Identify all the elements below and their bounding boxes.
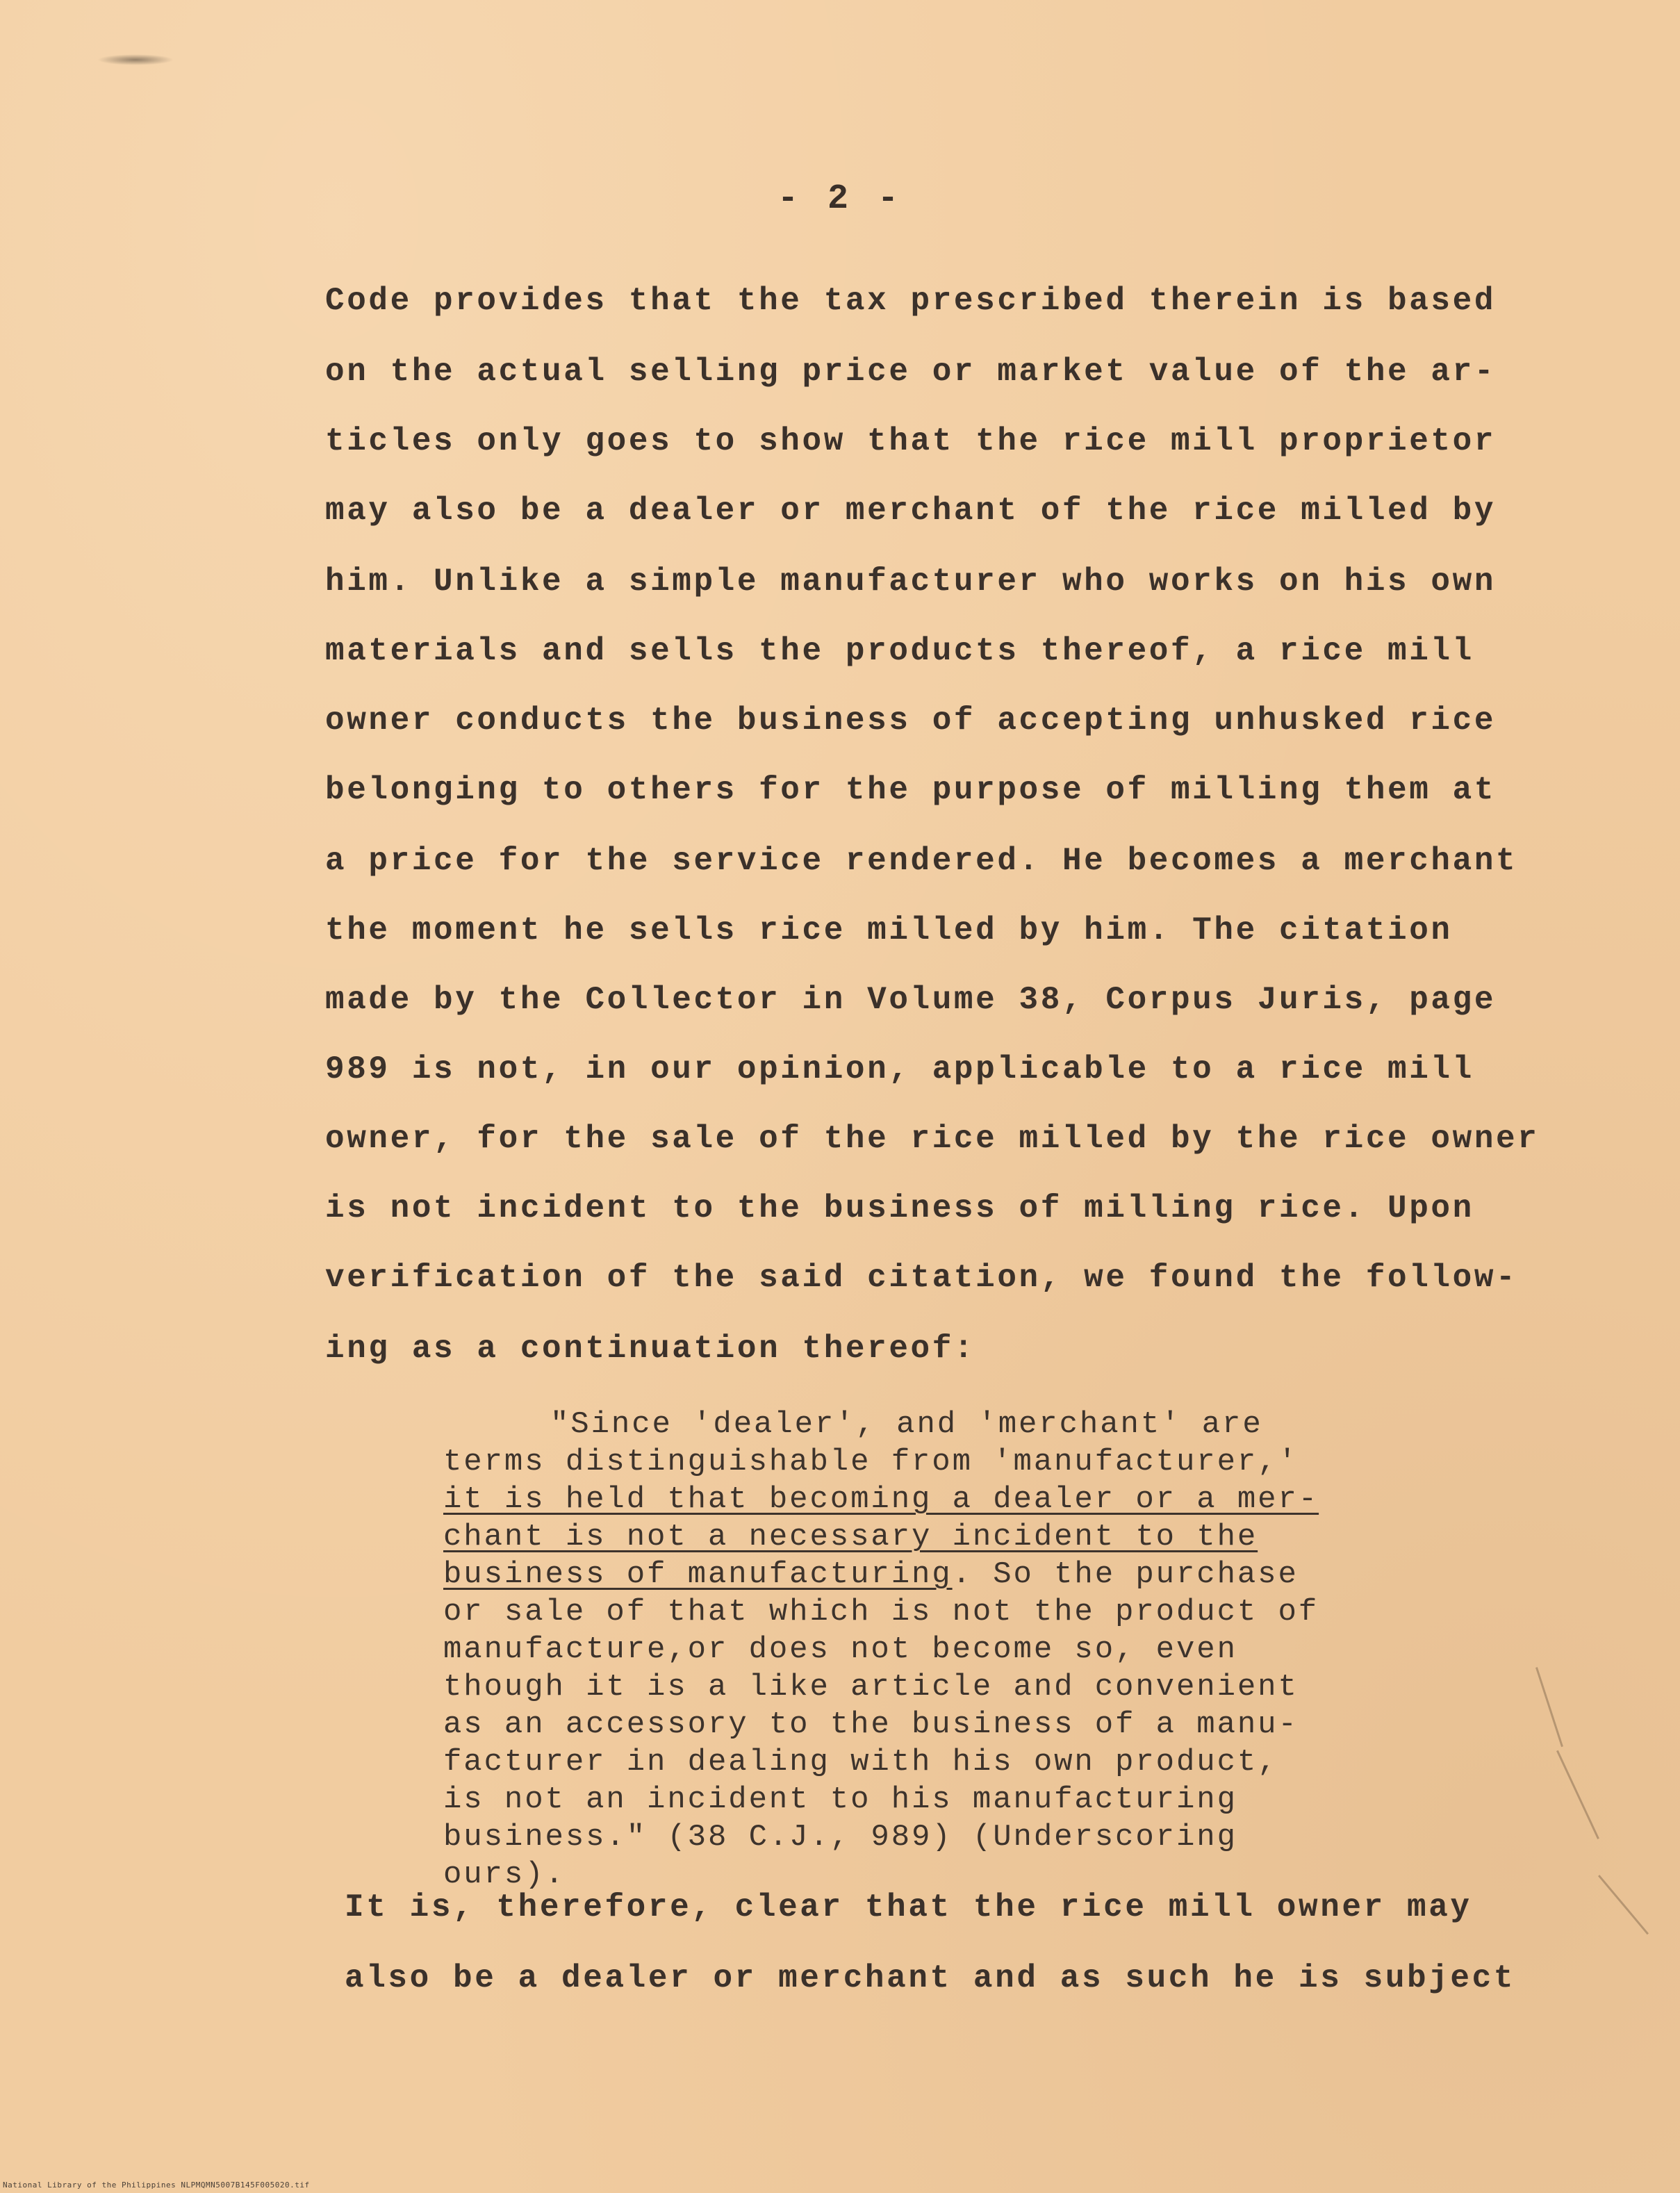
quote-line-underlined: chant is not a necessary incident to the bbox=[443, 1520, 1258, 1554]
body-line: owner conducts the business of accepting unhusked rice bbox=[325, 703, 1497, 739]
paper-edge-mark bbox=[1535, 1667, 1563, 1747]
body-line: owner, for the sale of the rice milled by the rice owner bbox=[325, 1121, 1540, 1157]
page-number: - 2 - bbox=[777, 179, 903, 219]
quote-line: or sale of that which is not the product of bbox=[443, 1595, 1319, 1629]
ink-smudge bbox=[97, 54, 174, 65]
quote-line bbox=[443, 1559, 1299, 1590]
body-line: Code provides that the tax prescribed therein is based bbox=[325, 283, 1497, 319]
body-line: may also be a dealer or merchant of the rice milled by bbox=[325, 493, 1497, 529]
archive-footer: National Library of the Philippines NLPMQMN5007B145F005020.tif bbox=[3, 2180, 310, 2190]
paper-edge-mark bbox=[1598, 1875, 1649, 1935]
quote-line-underlined: it is held that becoming a dealer or a mer- bbox=[443, 1482, 1319, 1517]
body-line: It is, therefore, clear that the rice mill owner may bbox=[345, 1889, 1472, 1925]
quote-line: terms distinguishable from 'manufacturer,' bbox=[443, 1445, 1299, 1479]
body-line: him. Unlike a simple manufacturer who works on his own bbox=[325, 564, 1497, 600]
quote-line: facturer in dealing with his own product, bbox=[443, 1745, 1278, 1780]
quote-text: . So the purchase bbox=[952, 1557, 1299, 1592]
body-line: belonging to others for the purpose of milling them at bbox=[325, 772, 1497, 808]
body-line: the moment he sells rice milled by him. The citation bbox=[325, 912, 1453, 948]
paper-edge-mark bbox=[1556, 1750, 1599, 1839]
quote-line: business." (38 C.J., 989) (Underscoring bbox=[443, 1820, 1237, 1855]
quote-line: as an accessory to the business of a manu- bbox=[443, 1707, 1299, 1742]
body-line: 989 is not, in our opinion, applicable to a rice mill bbox=[325, 1051, 1474, 1087]
quote-line: though it is a like article and convenient bbox=[443, 1670, 1299, 1705]
body-line: on the actual selling price or market value of the ar- bbox=[325, 354, 1497, 390]
body-line: ing as a continuation thereof: bbox=[325, 1331, 976, 1367]
body-line: is not incident to the business of milling rice. Upon bbox=[325, 1190, 1474, 1226]
quote-line: manufacture,or does not become so, even bbox=[443, 1632, 1237, 1667]
body-line: verification of the said citation, we found the follow- bbox=[325, 1260, 1518, 1296]
body-line: also be a dealer or merchant and as such he is subject bbox=[345, 1960, 1516, 1996]
body-line: materials and sells the products thereof, a rice mill bbox=[325, 633, 1474, 669]
underlined-phrase: business of manufacturing bbox=[443, 1557, 953, 1592]
body-line: a price for the service rendered. He becomes a merchant bbox=[325, 843, 1518, 879]
body-line: ticles only goes to show that the rice mill proprietor bbox=[325, 423, 1497, 459]
quote-line: ours). bbox=[443, 1857, 566, 1892]
body-line: made by the Collector in Volume 38, Corpus Juris, page bbox=[325, 982, 1497, 1018]
quote-line: is not an incident to his manufacturing bbox=[443, 1782, 1237, 1817]
quote-line: "Since 'dealer', and 'merchant' are bbox=[550, 1407, 1263, 1442]
